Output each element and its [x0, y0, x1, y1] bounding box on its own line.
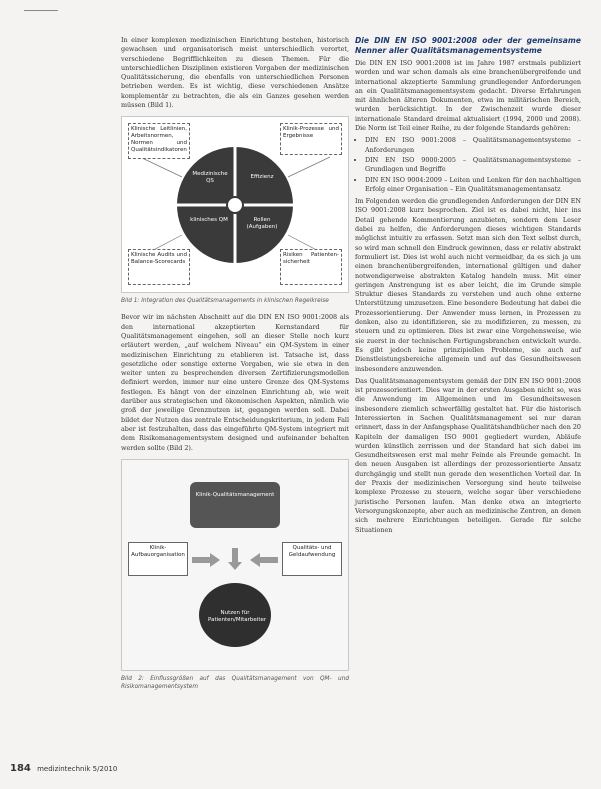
- quadrant-efficiency: Effizienz: [250, 174, 274, 181]
- node-benefit: Nutzen für Patienten/Mitarbeiter: [208, 609, 267, 623]
- figure-1-caption: Bild 1: Integration des Qualitätsmanagements in klinischen Regelkreise: [121, 298, 329, 305]
- box-audits: Klinische Audits und Balance-Scorecards: [128, 249, 190, 285]
- paragraph: Im Folgenden werden die grundlegenden Anforderungen der DIN EN ISO 9001:2008 kurz besprochen. Ziel ist es dabei nicht, hier ins Detail gehende Kommentierung anzubieten, sondern dem Leser dabei zu helfen, die Anforderungen dieses wichtigen Standards möglichst intuitiv zu erfassen. Setzt man sich den Text selbst durch, so wird man schnell den Eindruck gewinnen, dass er relativ abstrakt formuliert ist. Dies ist wohl auch nicht vermeidbar, da es sich ja um einen branchenübergreifenden, international gültigen und daher notwendigerweise abstrakten Katalog handeln muss. Mit einer geringen Anstrengung ist es aber leicht, die im Grunde simple Struktur dieses Standards zu verstehen und auch ohne externe Unterstützung umzusetzen. Eine besondere Bedeutung hat dabei die Prozessorientierung. Der Anwender muss lernen, in Prozessen zu denken, also zu identifizieren, sie zu modifizieren, zu messen, zu steuern und zu optimieren. Dies ist zwar eine Vorgehensweise, wie sie zuerst in der technischen Fertigungsbranchen entwickelt wurde. Es gibt jedoch keine prinzipiellen Probleme, sie auch auf Dienstleistungsbereiche allgemein und auf das Gesundheitswesen insbesondere anzuwenden.: [355, 197, 581, 373]
- node-quality-cost: Qualitäts- und Geldaufwendung: [282, 542, 342, 576]
- node-clinical-qm: Klinik-Qualitätsmanagement: [190, 482, 280, 528]
- section-heading: Die DIN EN ISO 9001:2008 oder der gemeinsame Nenner aller Qualitätsmanagementsysteme: [355, 36, 581, 55]
- list-item: • DIN EN ISO 9001:2008 – Qualitätsmanagementsysteme – Anforderungen: [365, 136, 581, 155]
- figure-2-caption: Bild 2: Einflussgrößen auf das Qualitätsmanagement von QM- und Risikomanagementsystem: [121, 675, 349, 690]
- figure-1: [121, 116, 349, 293]
- paragraph: Die DIN EN ISO 9001:2008 ist im Jahre 1987 erstmals publiziert worden und war schon damals als eine branchenübergreifende und international akzeptierte Sammlung grundlegender Anforderungen an ein Qualitätsmanagementsystem gedacht. Diverse Erfahrungen mit ähnlichen älteren Dokumenten, etwa im militärischen Bereich, wurden berücksichtigt. In der Zwischenzeit wurde dieser internationale Standard dreimal aktualisiert (1994, 2000 und 2008). Die Norm ist Teil einer Reihe, zu der folgende Standards gehören:: [355, 59, 581, 133]
- figure-2: [121, 459, 349, 671]
- quadrant-clinical-qm: klinisches QM: [190, 217, 228, 224]
- list-item: • DIN EN ISO 9000:2005 – Qualitätsmanagementsysteme – Grundlagen und Begriffe: [365, 156, 581, 175]
- cycle-hub: [227, 197, 243, 213]
- right-column: [355, 36, 581, 538]
- box-guidelines: Klinische Leitlinien, Arbeitsnormen, Normen und Qualitätsindikatoren: [128, 123, 190, 159]
- journal-name: medizintechnik 5/2010: [37, 765, 118, 773]
- page-footer: [10, 763, 117, 774]
- paragraph: Bevor wir im nächsten Abschnitt auf die DIN EN ISO 9001:2008 als den international akzeptierten Kernstandard für Qualitätsmanagement eingehen, soll an dieser Stelle noch kurz erläutert werden, „auf welchem Niveau“ ein QM-System in einer medizinischen Einrichtung zu etablieren ist. Tatsache ist, dass gesetzliche oder sonstige externe Vorgaben, wie sie etwa in den weiter unten zu besprechenden diversen Zertifizierungsmodellen definiert werden, immer nur eine untere Grenze des QM-Systems festlegen. Es hängt von der einzelnen Einrichtung ab, wie weit darüber aus strategischen und ökonomischen Aspekten, nämlich wie groß der jeweilige Grenznutzen ist, gegangen werden soll. Dabei bildet der Nutzen das zentrale Entscheidungskriterium, in jedem Fall aber ist festzuhalten, dass das eingeführte QM-System integriert mit dem Risikomanagementsystem designed und aufeinander behalten werden sollte (Bild 2).: [121, 313, 349, 452]
- quadrant-medical-qs: Medizinische QS: [192, 171, 228, 185]
- crop-mark: [24, 4, 58, 11]
- page-number: 184: [10, 763, 31, 774]
- paragraph: In einer komplexen medizinischen Einrichtung bestehen, historisch gewachsen und organisatorisch meist unterschiedlich verortet, verschiedene Begrifflichkeiten zu diesen Themen. Für die unterschiedlichen Disziplinen existieren Vorgaben der medizinischen Qualitätssicherung, die ebenfalls von unterschiedlichen Personen betrieben werden. Es ist wichtig, diese verschiedenen Ansätze komplementär zu betrachten, die als ein Ganzes gesehen werden müssen (Bild 1).: [121, 36, 349, 110]
- standards-list: [355, 136, 581, 194]
- paragraph: Das Qualitätsmanagementsystem gemäß der DIN EN ISO 9001:2008 ist prozessorientiert. Dies war in der ersten Ausgaben nicht so, was die Anwendung im Allgemeinen und im Gesundheitswesen insbesondere ziemlich schwerfällig gestaltet hat. Für die historisch Interessierten in Sachen Qualitätsmanagement sei nur daran erinnert, dass in der Anfangsphase Qualitätshandbücher nach den 20 Kapiteln der damaligen ISO 9001 gegliedert wurden, Abläufe wurden künstlich zerrissen und der Standard hat sich dabei im Gesundheitswesen erst mal mehr Feinde als Freunde gemacht. In den neuen Ausgaben ist allerdings der prozessorientierte Ansatz durchgängig und stellt nun gerade den wesentlichen Vorteil dar. In der Praxis der medizinischen Versorgung sind heute teilweise komplexe Prozesse zu steuern, welche sogar über verschiedene juristische Personen laufen. Man denke etwa an integrierte Versorgungskonzepte, aber auch an medizinische Zentren, an denen sich mehrere Einrichtungen beteiligen. Gerade für solche Situationen: [355, 376, 581, 534]
- box-risks: Risiken Patienten-sicherheit: [280, 249, 342, 285]
- quadrant-roles: Rollen (Aufgaben): [246, 217, 278, 231]
- list-item: • DIN EN ISO 9004:2009 – Leiten und Lenken für den nachhaltigen Erfolg einer Organisation – Ein Qualitätsmanagementansatz: [365, 176, 581, 195]
- left-column: [121, 36, 349, 699]
- box-processes: Klinik-Prozesse und Ergebnisse: [280, 123, 342, 155]
- node-organisation: Klinik-Aufbauorganisation: [128, 542, 188, 576]
